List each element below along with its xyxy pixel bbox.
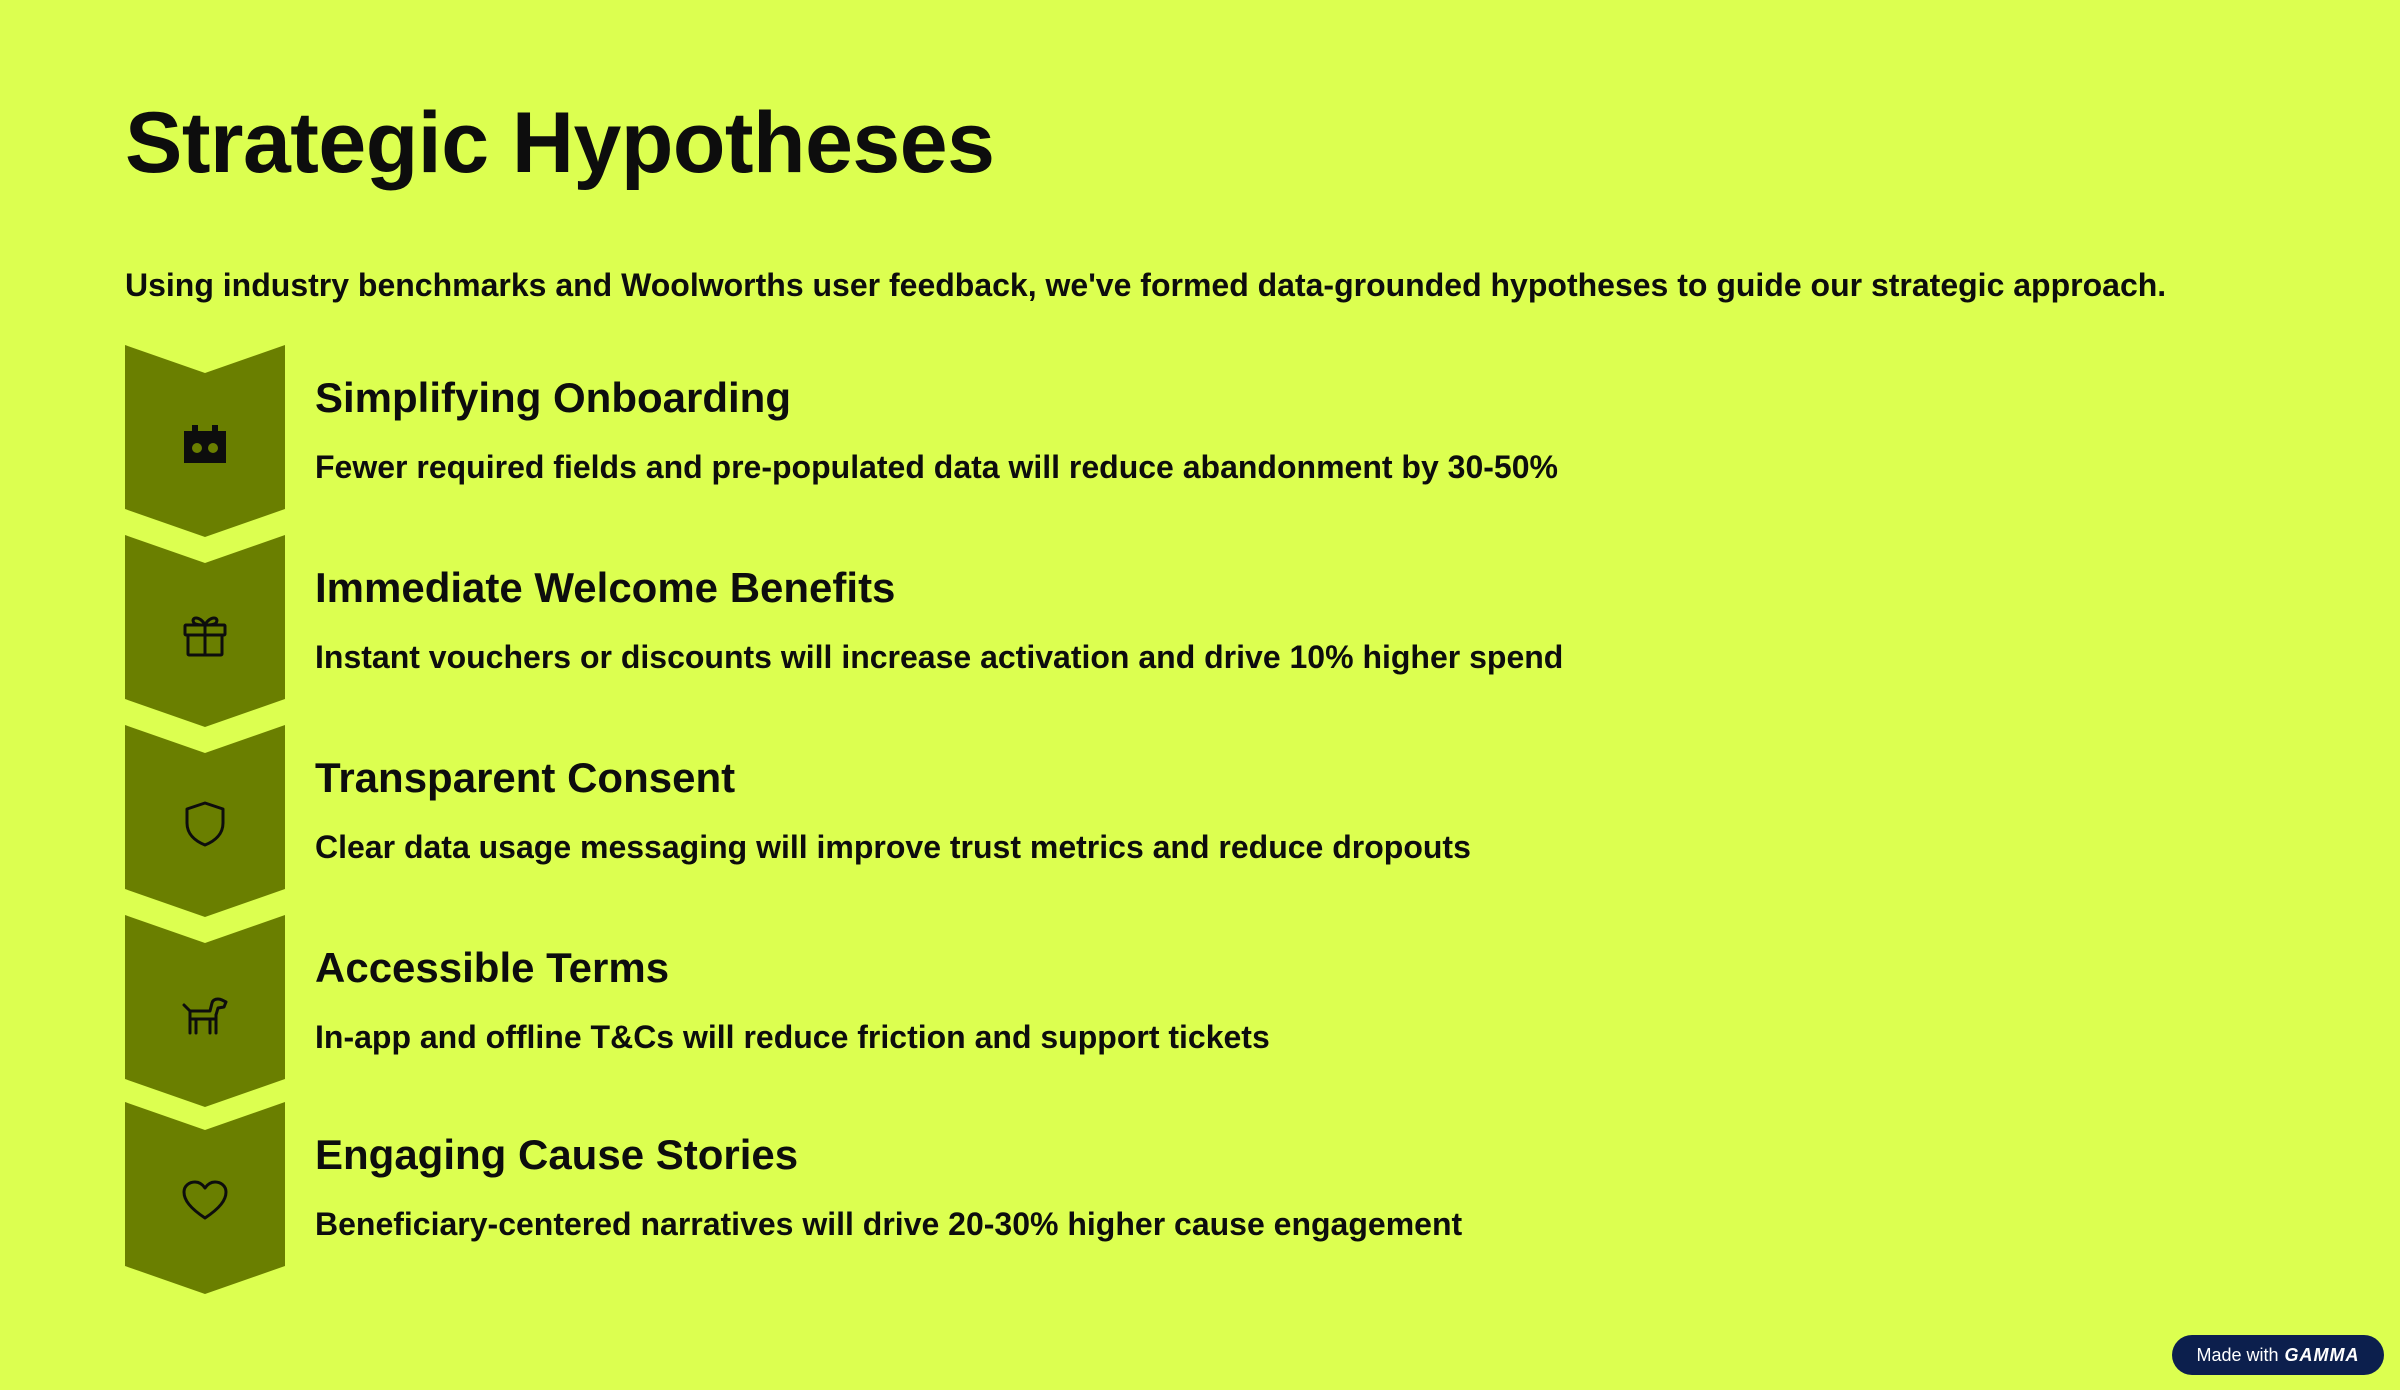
chevron-marker [125, 1102, 285, 1294]
step-title: Engaging Cause Stories [315, 1131, 799, 1178]
step-immediate-welcome-benefits [125, 535, 2125, 735]
chevron-marker [125, 535, 285, 727]
step-description: Fewer required fields and pre-populated data will reduce abandonment by 30-50% [315, 449, 1558, 485]
dog-icon [180, 989, 230, 1039]
shield-icon [180, 799, 230, 849]
made-with-gamma-badge[interactable] [2172, 1335, 2384, 1375]
step-description: Beneficiary-centered narratives will drive 20-30% higher cause engagement [315, 1206, 1463, 1242]
step-title: Immediate Welcome Benefits [315, 564, 896, 611]
step-title: Transparent Consent [315, 754, 736, 801]
step-description: In-app and offline T&Cs will reduce friction and support tickets [315, 1019, 1270, 1055]
badge-prefix: Made with [2196, 1344, 2279, 1365]
camera-icon [180, 419, 230, 469]
gift-icon [180, 609, 230, 659]
step-title: Accessible Terms [315, 944, 670, 991]
step-engaging-cause-stories [125, 1102, 2125, 1302]
heart-icon [180, 1176, 230, 1226]
step-description: Instant vouchers or discounts will increase activation and drive 10% higher spend [315, 639, 1564, 675]
step-simplifying-onboarding [125, 345, 2125, 545]
step-transparent-consent [125, 725, 2125, 925]
page-subtitle: Using industry benchmarks and Woolworths user feedback, we've formed data-grounded hypotheses to guide our strategic approach. [125, 267, 2167, 303]
chevron-marker [125, 345, 285, 537]
chevron-marker [125, 915, 285, 1107]
step-accessible-terms [125, 915, 2125, 1115]
step-title: Simplifying Onboarding [315, 374, 791, 421]
badge-brand: GAMMA [2284, 1344, 2360, 1365]
step-description: Clear data usage messaging will improve trust metrics and reduce dropouts [315, 829, 1471, 865]
page-title: Strategic Hypotheses [125, 95, 995, 191]
chevron-marker [125, 725, 285, 917]
